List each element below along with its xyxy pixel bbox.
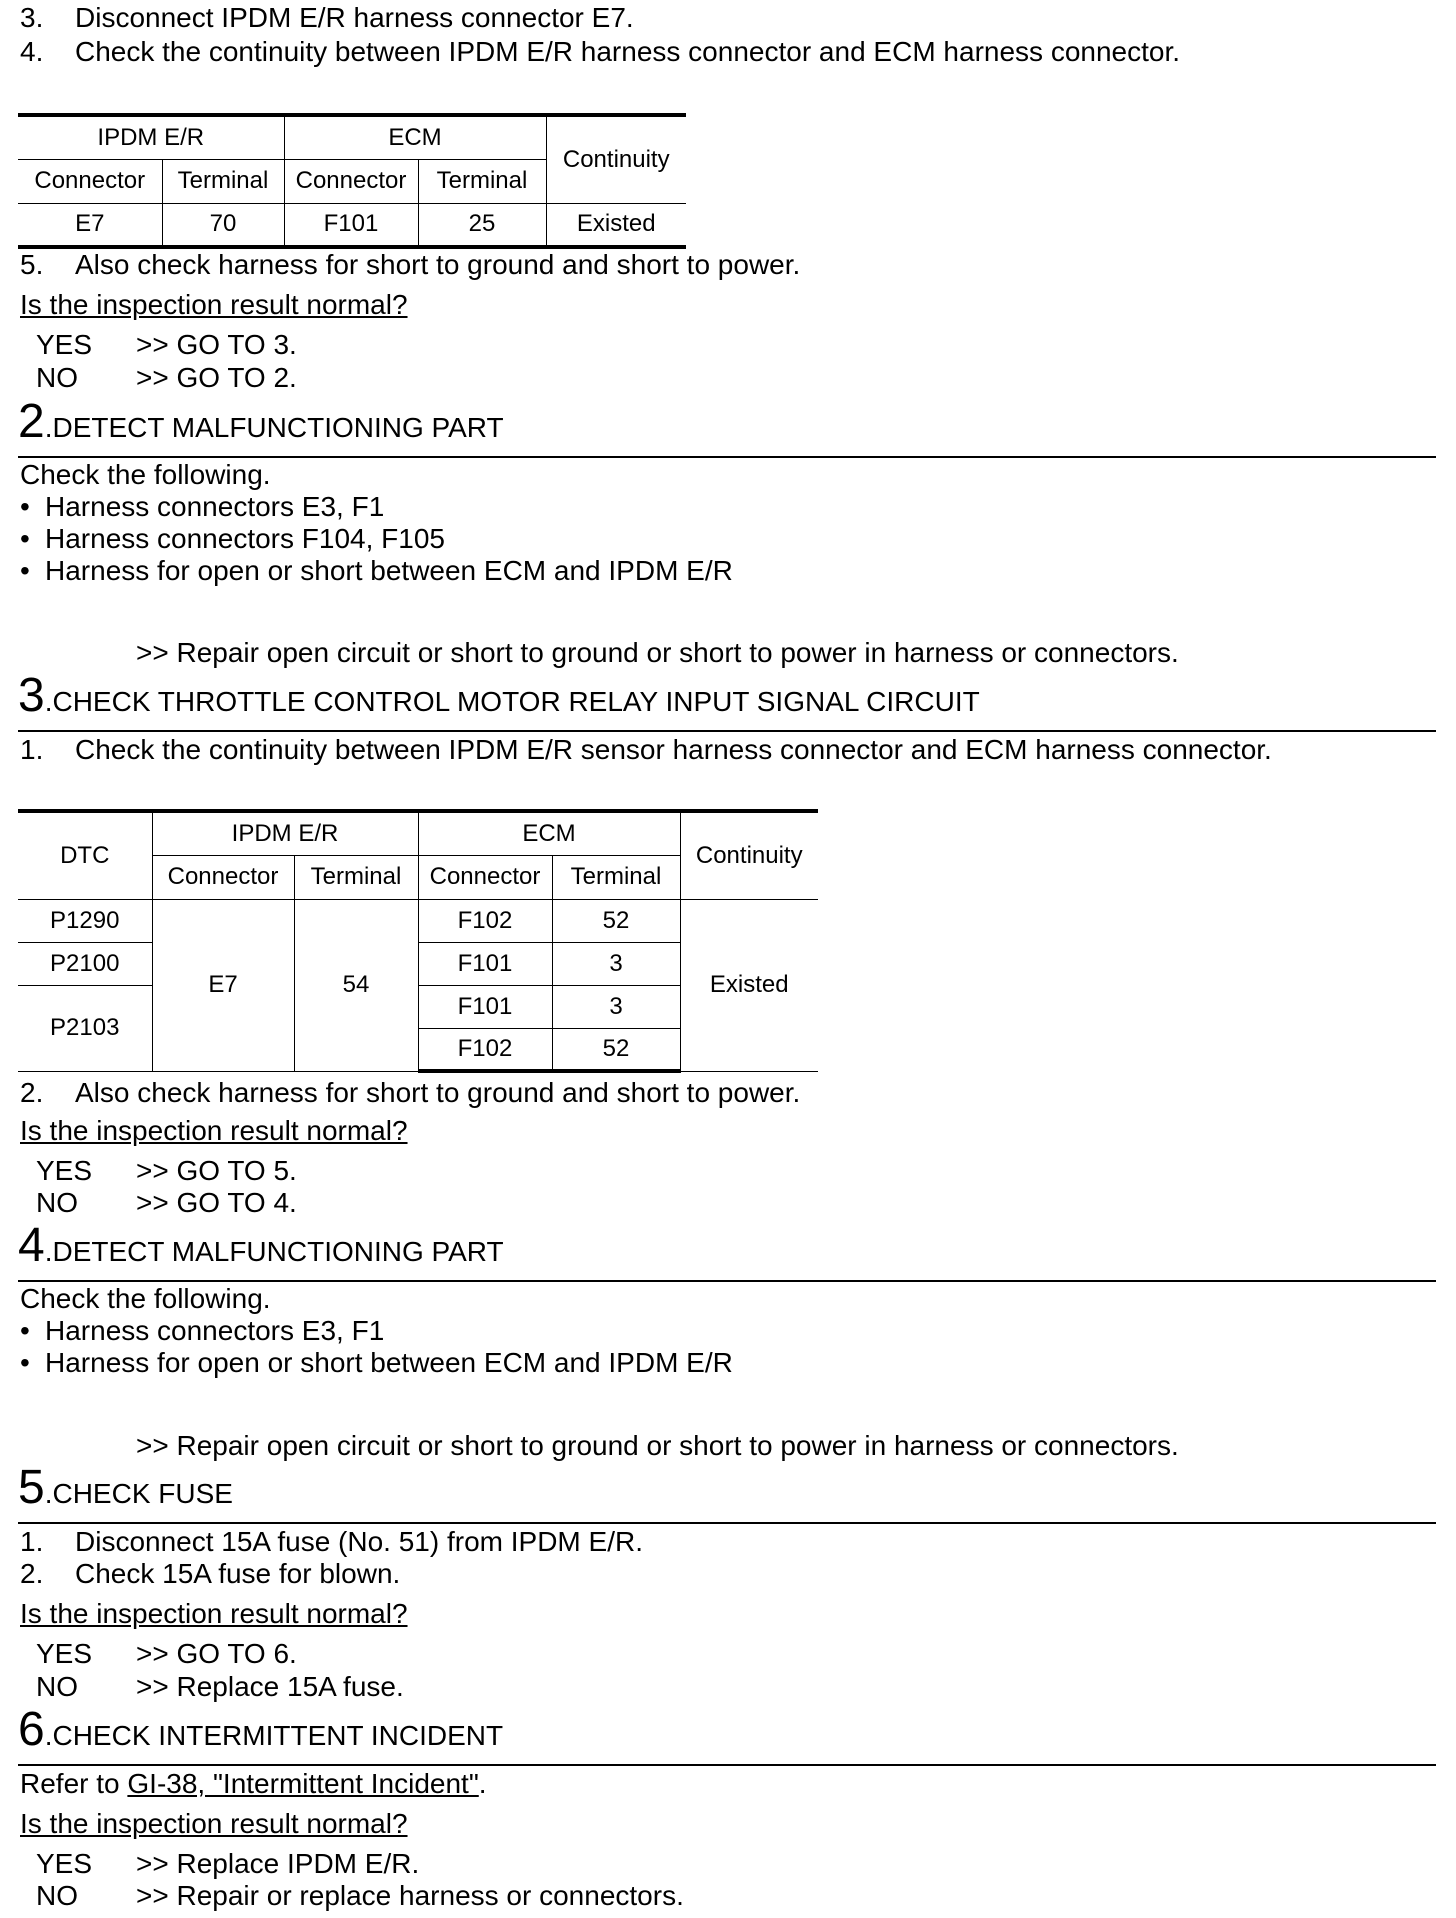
step-text: Disconnect IPDM E/R harness connector E7. [75, 2, 634, 33]
instruction-step-3 [20, 2, 634, 34]
step-text: Also check harness for short to ground and short to power. [75, 249, 801, 280]
step-6-heading: 6.CHECK INTERMITTENT INCIDENT [18, 1703, 504, 1756]
bullet-text: Harness for open or short between ECM and IPDM E/R [45, 555, 733, 586]
header-terminal: Terminal [418, 159, 546, 203]
cell-ecm-terminal: 3 [552, 942, 680, 985]
step-number: 2. [20, 1077, 44, 1108]
inspection-question: Is the inspection result normal? [20, 289, 408, 320]
step-text: Disconnect 15A fuse (No. 51) from IPDM E/R. [75, 1526, 643, 1557]
no-line [36, 1671, 404, 1703]
no-label: NO [36, 1187, 78, 1218]
cell-ipdm-connector: E7 [152, 899, 294, 1071]
step-title: CHECK THROTTLE CONTROL MOTOR RELAY INPUT SIGNAL CIRCUIT [52, 686, 980, 717]
instruction-step-5 [20, 249, 800, 281]
step-text: Also check harness for short to ground and short to power. [75, 1077, 801, 1108]
step-3-line-2 [20, 1077, 800, 1109]
check-lead: Check the following. [20, 1283, 271, 1314]
step-title: DETECT MALFUNCTIONING PART [52, 412, 504, 443]
bullet-item: • Harness connectors E3, F1 [20, 491, 385, 522]
step-number: 2 [18, 395, 45, 448]
header-connector: Connector [284, 159, 418, 203]
step-title: CHECK FUSE [52, 1478, 233, 1509]
step-3-line-1 [20, 734, 1272, 766]
yes-label: YES [36, 329, 93, 360]
step-number: 4. [20, 36, 44, 67]
step-number: 5. [20, 249, 44, 280]
instruction-step-4 [20, 36, 1180, 68]
cell-ecm-terminal: 52 [552, 899, 680, 942]
no-label: NO [36, 362, 78, 393]
repair-action: >> Repair open circuit or short to ground or short to power in harness or connectors. [136, 1430, 1179, 1461]
yes-label: YES [36, 1848, 93, 1879]
cell-ipdm-connector: E7 [18, 203, 162, 247]
cell-ecm-terminal: 25 [418, 203, 546, 247]
step-number: 2. [20, 1558, 44, 1589]
bullet-text: Harness connectors E3, F1 [45, 1315, 385, 1346]
yes-line [36, 1155, 297, 1187]
step-number: 1. [20, 1526, 44, 1557]
header-continuity: Continuity [680, 811, 818, 899]
step-number: 6 [18, 1703, 45, 1756]
yes-line [36, 1638, 297, 1670]
cell-ecm-terminal: 52 [552, 1028, 680, 1071]
cell-dtc: P2103 [18, 985, 152, 1071]
header-ecm: ECM [418, 811, 680, 855]
no-label: NO [36, 1671, 78, 1702]
header-dtc: DTC [18, 811, 152, 899]
header-connector: Connector [418, 855, 552, 899]
header-ipdm: IPDM E/R [152, 811, 418, 855]
inspection-question: Is the inspection result normal? [20, 1598, 408, 1629]
no-action: >> Repair or replace harness or connectors. [136, 1880, 684, 1911]
cell-ecm-connector: F101 [284, 203, 418, 247]
yes-label: YES [36, 1638, 93, 1669]
cell-ecm-terminal: 3 [552, 985, 680, 1028]
repair-action: >> Repair open circuit or short to ground or short to power in harness or connectors. [136, 637, 1179, 668]
inspection-question: Is the inspection result normal? [20, 1115, 408, 1146]
cell-ecm-connector: F101 [418, 942, 552, 985]
step-title: CHECK INTERMITTENT INCIDENT [52, 1720, 504, 1751]
cell-ecm-connector: F101 [418, 985, 552, 1028]
inspection-question: Is the inspection result normal? [20, 1808, 408, 1839]
cell-dtc: P2100 [18, 942, 152, 985]
reference-link[interactable]: GI-38, "Intermittent Incident" [127, 1768, 479, 1799]
heading-rule [18, 1522, 1436, 1524]
header-connector: Connector [18, 159, 162, 203]
yes-action: >> Replace IPDM E/R. [136, 1848, 420, 1879]
refer-suffix: . [478, 1768, 487, 1799]
no-action: >> GO TO 2. [136, 362, 297, 393]
heading-rule [18, 1764, 1436, 1766]
yes-label: YES [36, 1155, 93, 1186]
header-terminal: Terminal [162, 159, 284, 203]
cell-ipdm-terminal: 70 [162, 203, 284, 247]
step-2-heading: 2.DETECT MALFUNCTIONING PART [18, 395, 504, 448]
step-number: 5 [18, 1461, 45, 1514]
no-line [36, 362, 297, 394]
continuity-table-2 [18, 809, 818, 1073]
bullet-text: Harness for open or short between ECM and IPDM E/R [45, 1347, 733, 1378]
cell-ipdm-terminal: 54 [294, 899, 418, 1071]
step-4-heading: 4.DETECT MALFUNCTIONING PART [18, 1219, 504, 1272]
cell-continuity: Existed [680, 899, 818, 1071]
step-number: 3 [18, 669, 45, 722]
yes-line [36, 329, 297, 361]
step-text: Check 15A fuse for blown. [75, 1558, 401, 1589]
step-5-line-2 [20, 1558, 400, 1590]
yes-action: >> GO TO 3. [136, 329, 297, 360]
step-title: DETECT MALFUNCTIONING PART [52, 1236, 504, 1267]
step-5-heading: 5.CHECK FUSE [18, 1461, 233, 1514]
no-action: >> GO TO 4. [136, 1187, 297, 1218]
cell-dtc: P1290 [18, 899, 152, 942]
heading-rule [18, 1280, 1436, 1282]
bullet-item: • Harness for open or short between ECM and IPDM E/R [20, 1347, 733, 1378]
cell-ecm-connector: F102 [418, 899, 552, 942]
check-lead: Check the following. [20, 459, 271, 490]
bullet-item: • Harness connectors F104, F105 [20, 523, 445, 554]
cell-ecm-connector: F102 [418, 1028, 552, 1071]
continuity-table-1 [18, 113, 686, 249]
step-number: 1. [20, 734, 44, 765]
step-text: Check the continuity between IPDM E/R sensor harness connector and ECM harness connector. [75, 734, 1272, 765]
header-ipdm: IPDM E/R [18, 115, 284, 159]
no-line [36, 1880, 684, 1912]
bullet-item: • Harness connectors E3, F1 [20, 1315, 385, 1346]
bullet-text: Harness connectors F104, F105 [45, 523, 445, 554]
step-5-line-1 [20, 1526, 643, 1558]
yes-action: >> GO TO 6. [136, 1638, 297, 1669]
step-3-heading: 3.CHECK THROTTLE CONTROL MOTOR RELAY INPUT SIGNAL CIRCUIT [18, 669, 980, 722]
header-terminal: Terminal [294, 855, 418, 899]
bullet-text: Harness connectors E3, F1 [45, 491, 385, 522]
header-ecm: ECM [284, 115, 546, 159]
heading-rule [18, 730, 1436, 732]
refer-prefix: Refer to [20, 1768, 128, 1799]
step-number: 4 [18, 1219, 45, 1272]
step-number: 3. [20, 2, 44, 33]
no-label: NO [36, 1880, 78, 1911]
refer-line [20, 1768, 487, 1800]
header-terminal: Terminal [552, 855, 680, 899]
no-action: >> Replace 15A fuse. [136, 1671, 404, 1702]
heading-rule [18, 456, 1436, 458]
cell-continuity: Existed [546, 203, 686, 247]
header-connector: Connector [152, 855, 294, 899]
step-text: Check the continuity between IPDM E/R harness connector and ECM harness connector. [75, 36, 1181, 67]
yes-action: >> GO TO 5. [136, 1155, 297, 1186]
bullet-item: • Harness for open or short between ECM and IPDM E/R [20, 555, 733, 586]
header-continuity: Continuity [546, 115, 686, 203]
yes-line [36, 1848, 419, 1880]
no-line [36, 1187, 297, 1219]
